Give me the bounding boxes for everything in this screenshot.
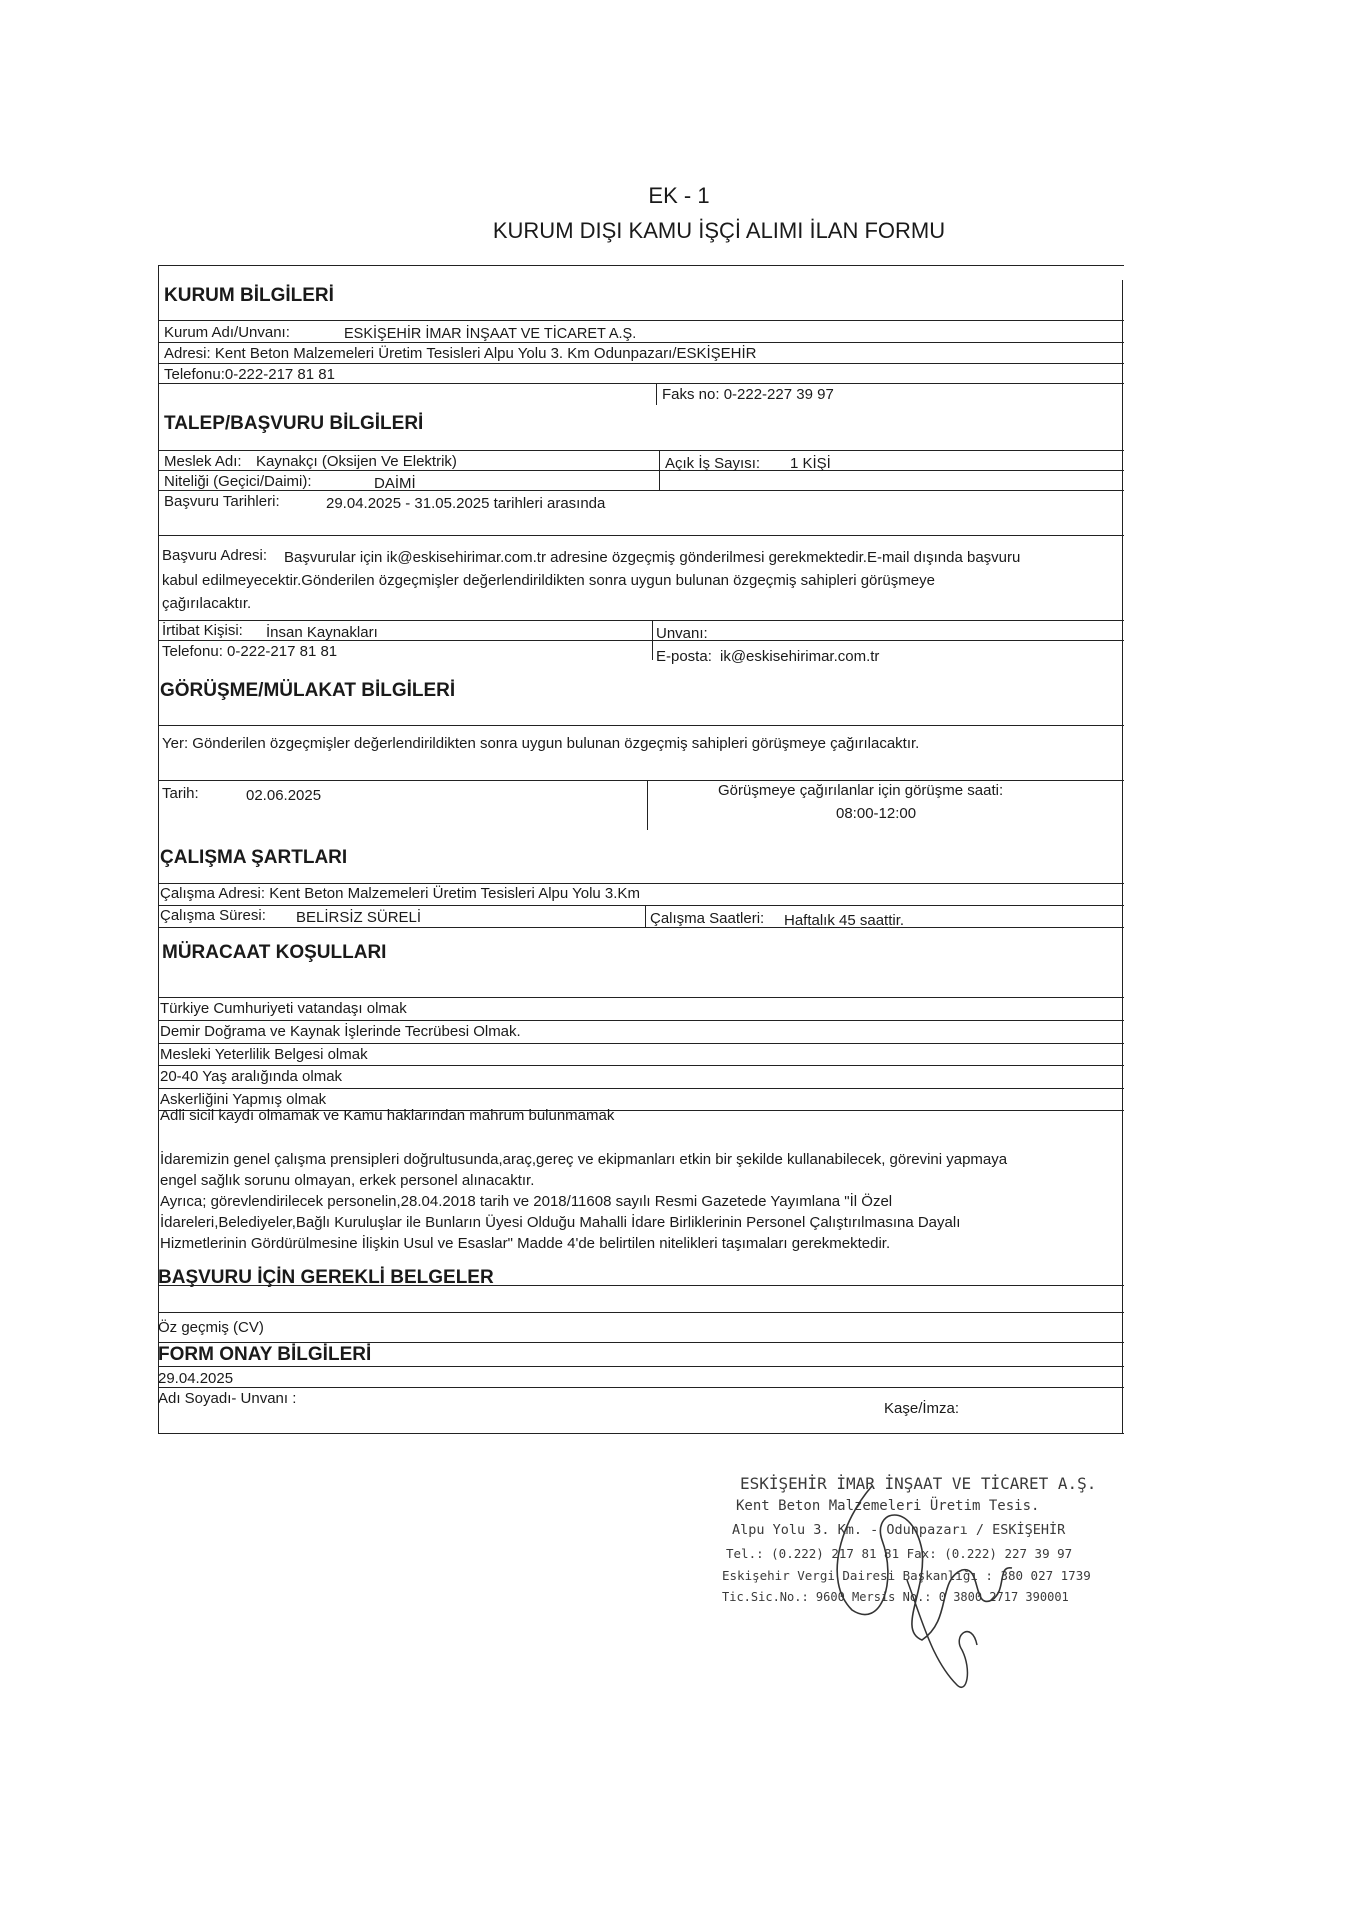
stamp-line: Tic.Sic.No.: 9600 Mersis No.: 0 3800 2717 390001 [722,1590,1069,1604]
approval-date: 29.04.2025 [158,1370,234,1387]
rule [158,1020,1124,1021]
section-heading-muracaat: MÜRACAAT KOŞULLARI [162,942,387,963]
frame-left [158,265,159,1433]
paragraph-line: Hizmetlerinin Gördürülmesine İlişkin Usul ve Esaslar" Madde 4'de belirtilen nitelikleri taşımaları gerekmektedir. [160,1235,891,1252]
institution-name-value: ESKİŞEHİR İMAR İNŞAAT VE TİCARET A.Ş. [344,326,637,342]
col-divider [659,450,660,490]
rule [158,1342,1124,1343]
rule [158,725,1124,726]
rule [158,535,1124,536]
section-heading-gorusme: GÖRÜŞME/MÜLAKAT BİLGİLERİ [160,680,456,701]
stamp-line: Alpu Yolu 3. Km. - Odunpazarı / ESKİŞEHİR [732,1522,1066,1538]
nature-label: Niteliği (Geçici/Daimi): [164,473,312,490]
rule [158,927,1124,928]
contact-phone: Telefonu: 0-222-217 81 81 [162,643,338,660]
rule [158,1433,1124,1434]
application-address-label: Başvuru Adresi: [162,547,268,564]
interview-date-label: Tarih: [162,785,199,802]
rule [158,883,1124,884]
requirement-item: Askerliğini Yapmış olmak [160,1091,327,1108]
rule [158,1366,1124,1367]
requirement-item: Adli sicil kaydı olmamak ve Kamu haklarından mahrum bulunmamak [160,1107,615,1124]
contact-person-label: İrtibat Kişisi: [162,622,243,639]
paragraph-line: Ayrıca; görevlendirilecek personelin,28.04.2018 tarih ve 2018/11608 sayılı Resmi Gazetede Yayımlana "İl Özel [160,1193,893,1210]
stamp-line: Kent Beton Malzemeleri Üretim Tesis. [736,1498,1040,1514]
rule [158,363,1124,364]
interview-time-label: Görüşmeye çağırılanlar için görüşme saati: [718,782,1004,799]
approver-name-label: Adı Soyadı- Unvanı : [158,1390,297,1407]
application-dates-value: 29.04.2025 - 31.05.2025 tarihleri arasında [326,495,606,512]
institution-name-label: Kurum Adı/Unvanı: [164,324,290,341]
seal-signature-label: Kaşe/İmza: [884,1400,960,1417]
requirements-paragraph [160,1149,1120,1254]
contact-person-value: İnsan Kaynakları [266,624,378,641]
nature-value: DAİMİ [374,475,416,492]
work-hours-label: Çalışma Saatleri: [650,910,765,927]
email-value: ik@eskisehirimar.com.tr [720,648,880,665]
application-address-line-2: kabul edilmeyecektir.Gönderilen özgeçmişler değerlendirildikten sonra uygun bulunan özgeçmiş sahipleri görüşmeye [162,572,935,589]
email-label: E-posta: [656,648,712,665]
rule [158,1088,1124,1089]
rule [158,490,1124,491]
section-heading-talep: TALEP/BAŞVURU BİLGİLERİ [164,413,424,434]
profession-value: Kaynakçı (Oksijen Ve Elektrik) [256,453,457,470]
requirement-item: Demir Doğrama ve Kaynak İşlerinde Tecrübesi Olmak. [160,1023,521,1040]
rule [158,342,1124,343]
open-jobs-value: 1 KİŞİ [790,455,831,472]
application-dates-label: Başvuru Tarihleri: [164,493,280,510]
signature-scribble [722,1470,1082,1700]
company-stamp [722,1470,1097,1690]
requirement-item: Türkiye Cumhuriyeti vatandaşı olmak [160,1000,407,1017]
contact-title-label: Unvanı: [656,625,708,642]
stamp-line: Eskişehir Vergi Dairesi Başkanlığı : 380 027 1739 [722,1568,1091,1583]
application-address-line-3: çağırılacaktır. [162,595,252,612]
rule [158,1387,1124,1388]
rule [158,450,1124,451]
work-address: Çalışma Adresi: Kent Beton Malzemeleri Üretim Tesisleri Alpu Yolu 3.Km [160,885,640,902]
rule [158,620,1124,621]
frame-right [1122,280,1123,1433]
work-duration-label: Çalışma Süresi: [160,907,266,924]
interview-date-value: 02.06.2025 [246,787,322,804]
interview-place: Yer: Gönderilen özgeçmişler değerlendirildikten sonra uygun bulunan özgeçmiş sahipleri görüşmeye çağırılacaktır. [162,735,920,752]
required-document-item: Öz geçmiş (CV) [158,1319,264,1336]
section-heading-onay: FORM ONAY BİLGİLERİ [158,1344,372,1365]
rule [158,997,1124,998]
rule [158,1065,1124,1066]
requirement-item: 20-40 Yaş aralığında olmak [160,1068,343,1085]
rule [158,470,1124,471]
rule [158,780,1124,781]
rule [158,320,1124,321]
interview-time-value: 08:00-12:00 [836,805,917,822]
section-heading-belgeler: BAŞVURU İÇİN GEREKLİ BELGELER [158,1267,494,1288]
paragraph-line: İdaremizin genel çalışma prensipleri doğrultusunda,araç,gereç ve ekipmanları etkin bir şekilde kullanabilecek, görevini yapmaya [160,1151,1008,1168]
col-divider [656,383,657,405]
section-heading-calisma: ÇALIŞMA ŞARTLARI [160,847,348,868]
rule [158,265,1124,266]
application-address-line-1: Başvurular için ik@eskisehirimar.com.tr adresine özgeçmiş gönderilmesi gerekmektedir.E-mail dışında başvuru [284,549,1021,566]
form-title: KURUM DIŞI KAMU İŞÇİ ALIMI İLAN FORMU [492,218,946,243]
institution-fax: Faks no: 0-222-227 39 97 [662,386,834,403]
open-jobs-label: Açık İş Sayısı: [665,455,761,472]
profession-label: Meslek Adı: [164,453,242,470]
paragraph-line: engel sağlık sorunu olmayan, erkek personel alınacaktır. [160,1172,535,1189]
annex-label: EK - 1 [648,183,710,208]
rule [158,1312,1124,1313]
requirement-item: Mesleki Yeterlilik Belgesi olmak [160,1046,368,1063]
rule [158,383,1124,384]
stamp-line: Tel.: (0.222) 217 81 81 Fax: (0.222) 227 39 97 [726,1546,1073,1561]
work-duration-value: BELİRSİZ SÜRELİ [296,909,422,926]
rule [158,905,1124,906]
col-divider [652,620,653,660]
application-form [156,265,1126,1433]
section-heading-kurum: KURUM BİLGİLERİ [164,285,334,306]
paragraph-line: İdareleri,Belediyeler,Bağlı Kuruluşlar ile Bunların Üyesi Olduğu Mahalli İdare Birliklerinin Personel Çalıştırılmasına Dayalı [160,1214,961,1231]
col-divider [647,780,648,830]
col-divider [645,905,646,927]
rule [158,1043,1124,1044]
institution-address: Adresi: Kent Beton Malzemeleri Üretim Tesisleri Alpu Yolu 3. Km Odunpazarı/ESKİŞEHİR [164,345,757,362]
institution-phone: Telefonu:0-222-217 81 81 [164,366,335,383]
stamp-line: ESKİŞEHİR İMAR İNŞAAT VE TİCARET A.Ş. [740,1474,1097,1493]
work-hours-value: Haftalık 45 saattir. [784,912,905,929]
